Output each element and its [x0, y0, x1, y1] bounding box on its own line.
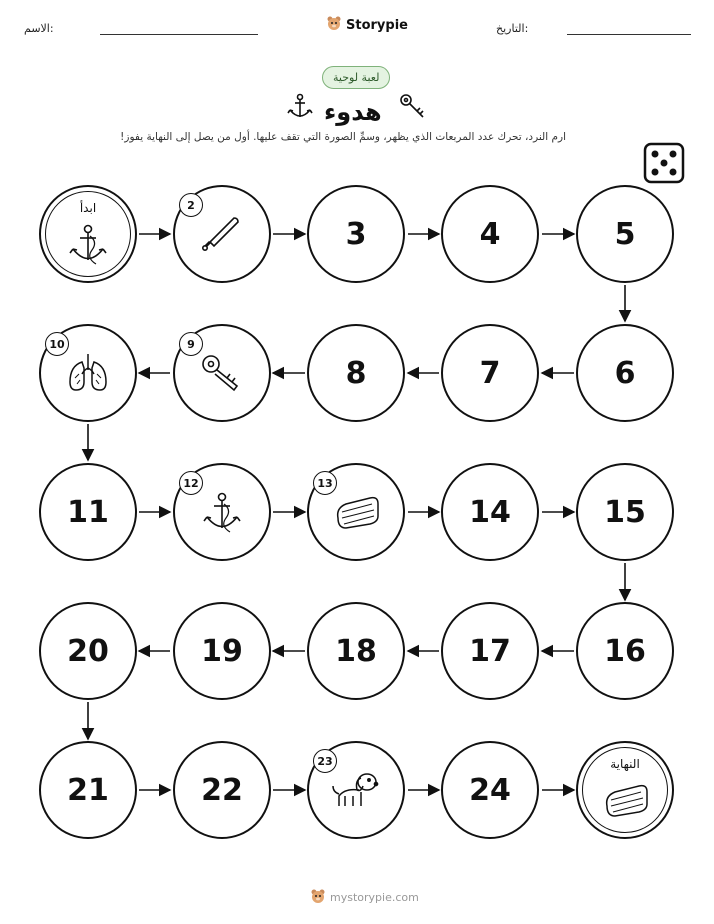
- anchor-icon: [200, 490, 244, 534]
- board-cell: [307, 185, 405, 283]
- board-cell: [307, 463, 405, 561]
- board-cell: [173, 463, 271, 561]
- cell-number-badge: 9: [179, 332, 203, 356]
- cell-number: 15: [604, 494, 646, 530]
- board-cell: [307, 324, 405, 422]
- board-cell: [39, 463, 137, 561]
- cell-number-badge: 23: [313, 749, 337, 773]
- cell-label: ابدأ: [79, 201, 97, 215]
- key-icon: [199, 350, 245, 396]
- cell-number-badge: 10: [45, 332, 69, 356]
- cell-number: 21: [67, 772, 109, 808]
- board-cell: [576, 602, 674, 700]
- cell-label: النهاية: [610, 757, 640, 771]
- cell-number: 22: [201, 772, 243, 808]
- name-label: الاسم:: [24, 22, 54, 35]
- board-cell: [576, 324, 674, 422]
- blanket-icon: [601, 780, 649, 820]
- cell-number: 20: [67, 633, 109, 669]
- brand-name: Storypie: [346, 17, 408, 33]
- board-cell: [441, 602, 539, 700]
- board-cell: [173, 324, 271, 422]
- cell-number: 7: [479, 355, 501, 391]
- cell-number: 11: [67, 494, 109, 530]
- footer-url[interactable]: mystorypie.com: [330, 891, 419, 904]
- cell-number: 14: [469, 494, 511, 530]
- cell-number: 16: [604, 633, 646, 669]
- board-cell: [441, 324, 539, 422]
- cell-number-badge: 2: [179, 193, 203, 217]
- board-cell: [441, 741, 539, 839]
- board-cell: [39, 324, 137, 422]
- bear-face-icon: [310, 888, 326, 907]
- puppy-icon: [331, 768, 381, 812]
- cell-number: 17: [469, 633, 511, 669]
- cell-number: 19: [201, 633, 243, 669]
- cell-number: 4: [479, 216, 501, 252]
- cell-number: 8: [345, 355, 367, 391]
- baseball-bat-icon: [200, 212, 244, 256]
- board-cell: [441, 463, 539, 561]
- board-cell: [173, 185, 271, 283]
- footer: [310, 888, 419, 907]
- start-cell: [39, 185, 137, 283]
- cell-number-badge: 12: [179, 471, 203, 495]
- blanket-icon: [332, 492, 380, 532]
- board-cell: [39, 602, 137, 700]
- board-cell: [576, 185, 674, 283]
- board-cell: [576, 463, 674, 561]
- lungs-icon: [65, 350, 111, 396]
- cell-number: 18: [335, 633, 377, 669]
- page-title: هدوء: [324, 98, 382, 126]
- finish-cell: [576, 741, 674, 839]
- board-cell: [173, 741, 271, 839]
- date-label: التاريخ:: [496, 22, 529, 35]
- board-cell: [173, 602, 271, 700]
- instructions: ارم النرد، تحرك عدد المربعات الذي يظهر، وسمِّ الصورة التي تقف عليها. أول من يصل إلى النهاية يفوز!: [120, 131, 566, 143]
- cell-number: 24: [469, 772, 511, 808]
- cell-number: 3: [345, 216, 367, 252]
- cell-number: 6: [614, 355, 636, 391]
- board-cell: [307, 602, 405, 700]
- cell-number: 5: [614, 216, 636, 252]
- board-cell: [39, 741, 137, 839]
- cell-number-badge: 13: [313, 471, 337, 495]
- board-cell: [441, 185, 539, 283]
- game-type-badge: لعبة لوحية: [322, 66, 390, 89]
- anchor-icon: [66, 222, 110, 266]
- board-cell: [307, 741, 405, 839]
